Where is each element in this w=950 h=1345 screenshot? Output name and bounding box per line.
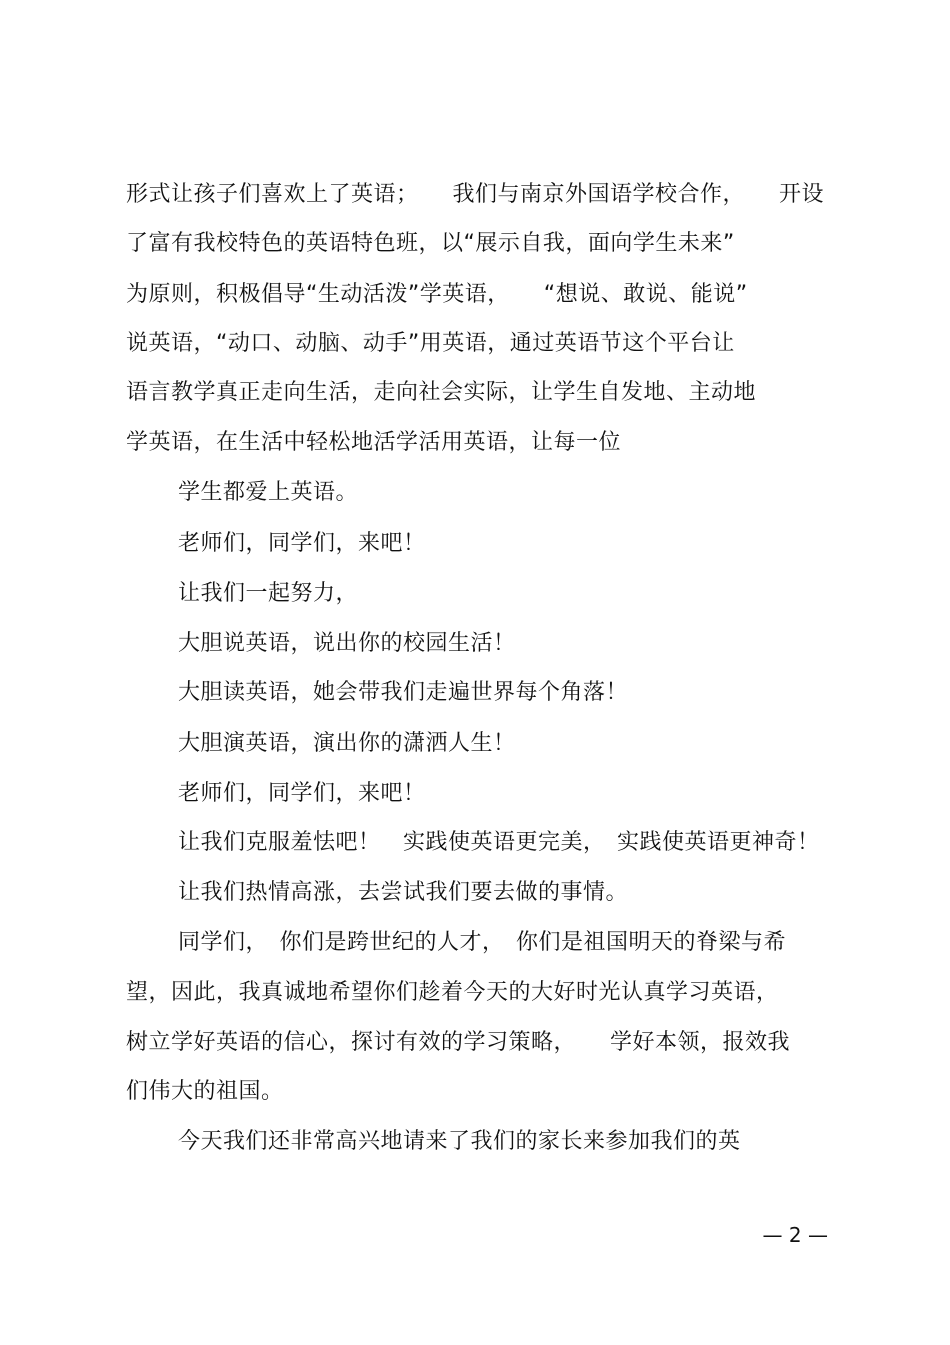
text-line: 为原则，积极倡导“生动活泼”学英语， “想说、敢说、能说” <box>126 282 748 307</box>
text-line: 让我们一起努力， <box>178 581 359 606</box>
page-number: — 2 — <box>762 1223 828 1247</box>
text-line: 大胆演英语，演出你的潇洒人生！ <box>178 731 516 756</box>
text-line: 们伟大的祖国。 <box>126 1079 284 1104</box>
text-line: 让我们热情高涨，去尝试我们要去做的事情。 <box>178 880 629 905</box>
text-line: 让我们克服羞怯吧！ 实践使英语更完美， 实践使英语更神奇！ <box>178 830 820 855</box>
text-line: 大胆读英语，她会带我们走遍世界每个角落！ <box>178 680 629 705</box>
text-line: 老师们，同学们，来吧！ <box>178 781 426 806</box>
text-line: 形式让孩子们喜欢上了英语； 我们与南京外国语学校合作， 开设 <box>126 182 825 207</box>
text-line: 望，因此，我真诚地希望你们趁着今天的大好时光认真学习英语， <box>126 980 779 1005</box>
text-line: 今天我们还非常高兴地请来了我们的家长来参加我们的英 <box>178 1129 741 1154</box>
text-line: 同学们， 你们是跨世纪的人才， 你们是祖国明天的脊梁与希 <box>178 930 787 955</box>
text-line: 树立学好英语的信心，探讨有效的学习策略， 学好本领，报效我 <box>126 1030 791 1055</box>
text-line: 学生都爱上英语。 <box>178 480 359 505</box>
text-line: 学英语，在生活中轻松地活学活用英语，让每一位 <box>126 430 622 455</box>
text-line: 语言教学真正走向生活，走向社会实际，让学生自发地、主动地 <box>126 380 757 405</box>
text-line: 说英语，“动口、动脑、动手”用英语，通过英语节这个平台让 <box>126 331 735 356</box>
text-line: 了富有我校特色的英语特色班，以“展示自我，面向学生未来” <box>126 231 735 256</box>
text-line: 大胆说英语，说出你的校园生活！ <box>178 631 516 656</box>
text-line: 老师们，同学们，来吧！ <box>178 531 426 556</box>
